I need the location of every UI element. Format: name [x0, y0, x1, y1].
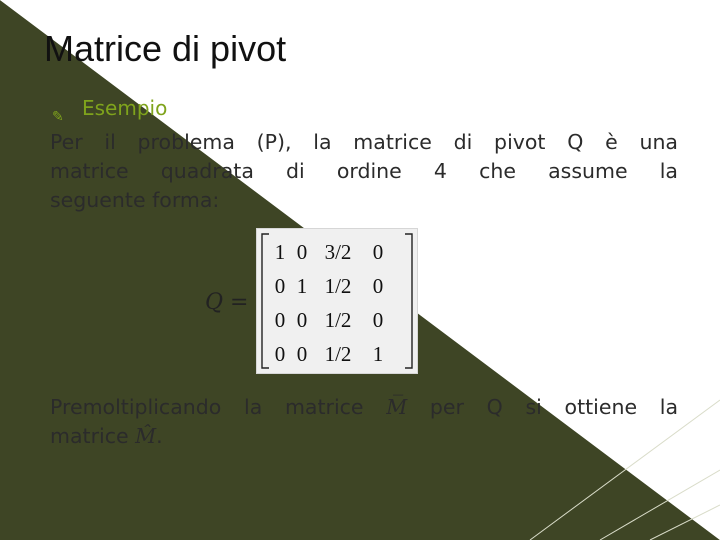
paragraph-line	[50, 422, 678, 451]
math-symbol-m-bar: M̅	[386, 395, 408, 419]
matrix-cell: 1/2	[324, 342, 352, 366]
text-fragment: matrice	[50, 424, 136, 448]
text-fragment: .	[156, 424, 163, 448]
paragraph-intro	[50, 128, 678, 215]
text-fragment: per Q si ottiene la	[407, 395, 679, 419]
matrix-cell: 0	[274, 274, 286, 298]
matrix-cells	[269, 235, 411, 371]
matrix-cell: 0	[274, 308, 286, 332]
paragraph-line: Per il problema (P), la matrice di pivot Q è una	[50, 130, 678, 154]
bullet-heading: Esempio	[82, 96, 168, 120]
matrix-q	[256, 228, 418, 374]
paragraph-line	[50, 393, 678, 422]
matrix-cell: 0	[296, 342, 308, 366]
matrix-cell: 1	[274, 240, 286, 264]
bullet-icon: ✎	[52, 108, 64, 124]
matrix-cell: 1	[296, 274, 308, 298]
paragraph-line: matrice quadrata di ordine 4 che assume la	[50, 159, 678, 183]
matrix-cell: 1/2	[324, 274, 352, 298]
matrix-cell: 0	[274, 342, 286, 366]
matrix-cell: 0	[372, 274, 384, 298]
matrix-cell: 1	[372, 342, 384, 366]
matrix-label: Q =	[205, 290, 249, 315]
paragraph-line: seguente forma:	[50, 188, 220, 212]
paragraph-conclusion	[50, 393, 678, 451]
matrix-cell: 3/2	[324, 240, 352, 264]
matrix-cell: 0	[296, 240, 308, 264]
math-symbol-m-hat: M̂	[135, 424, 157, 448]
matrix-cell: 0	[372, 308, 384, 332]
text-fragment: Premoltiplicando la matrice	[50, 395, 387, 419]
matrix-cell: 0	[296, 308, 308, 332]
matrix-cell: 0	[372, 240, 384, 264]
matrix-cell: 1/2	[324, 308, 352, 332]
slide-title: Matrice di pivot	[44, 28, 287, 69]
